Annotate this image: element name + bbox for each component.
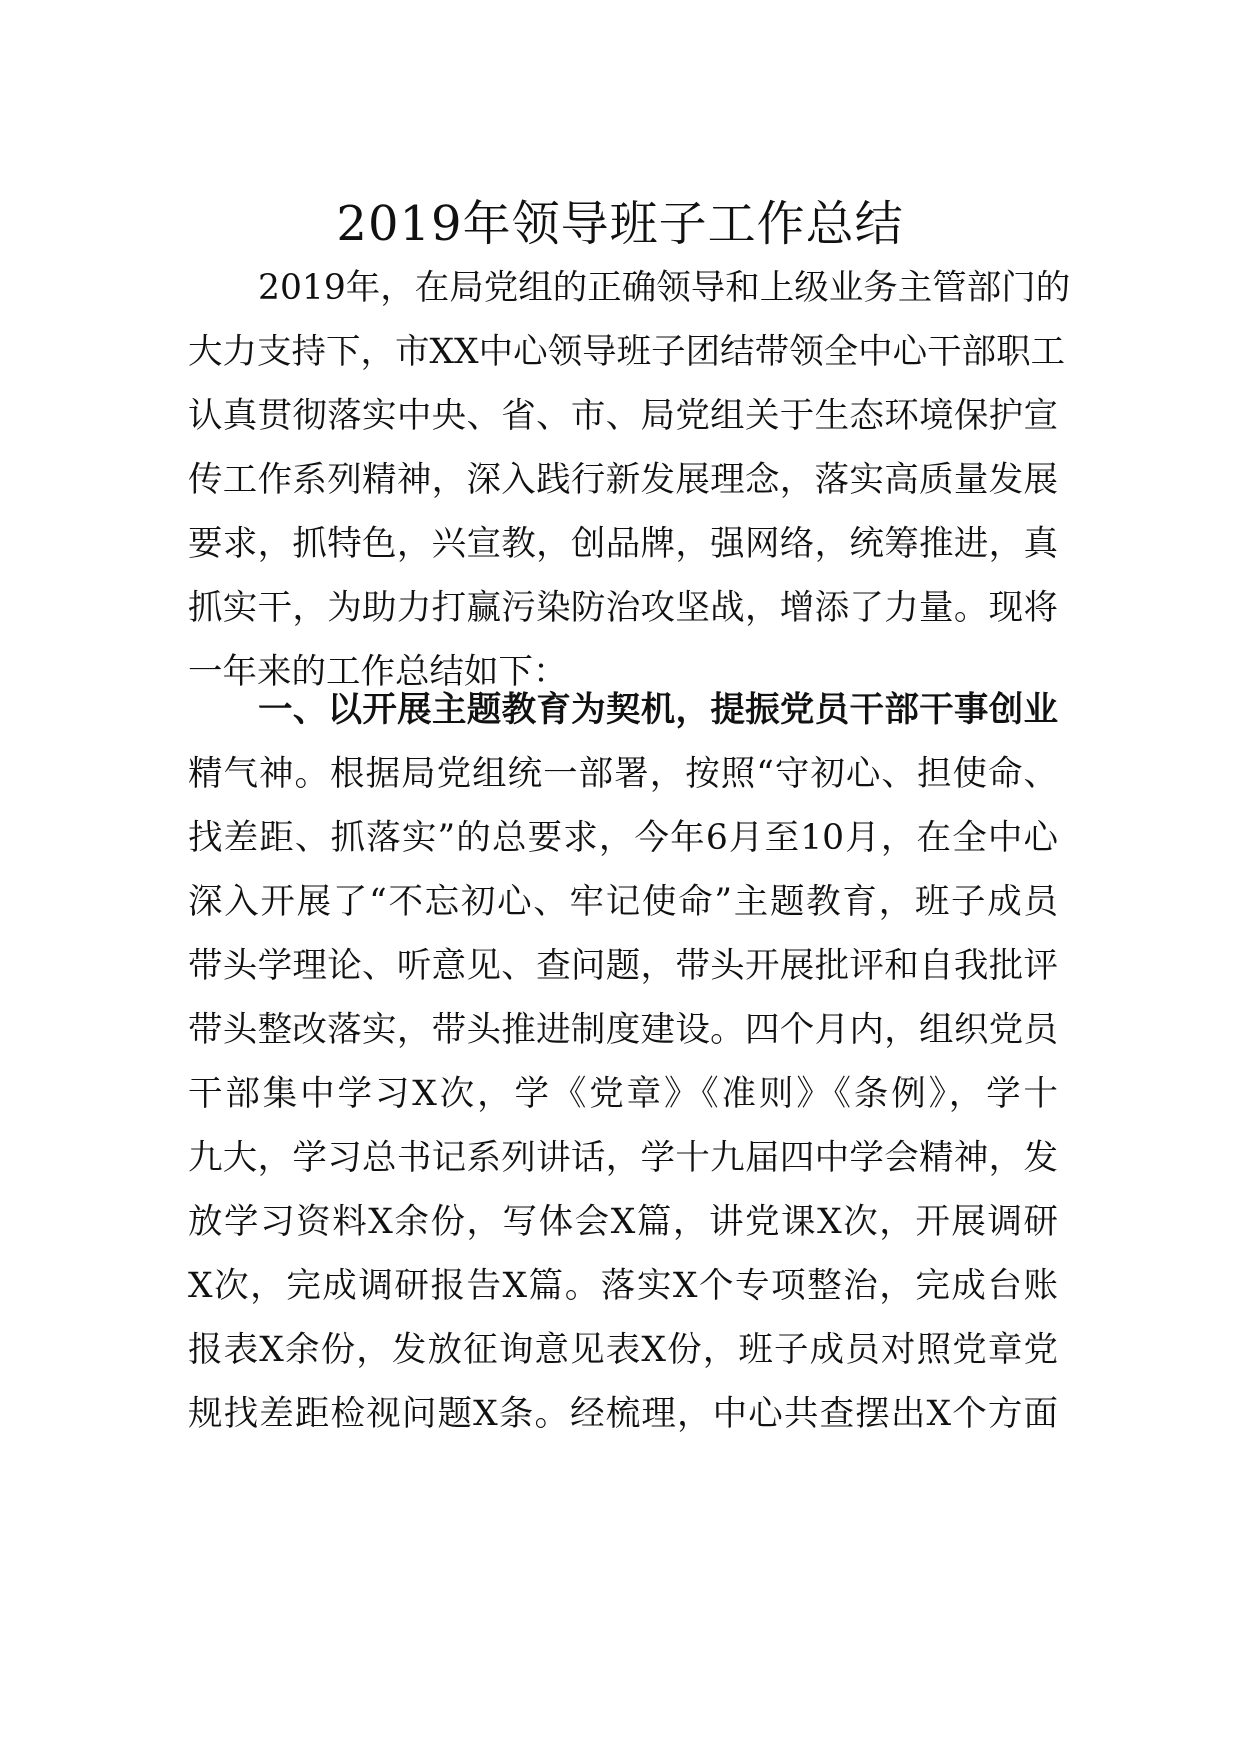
paragraph-line: 九大，学习总书记系列讲话，学十九届四中学会精神，发: [188, 1138, 1058, 1178]
paragraph-section-1: [188, 678, 1058, 1446]
paragraph-line: 要求，抓特色，兴宣教，创品牌，强网络，统筹推进，真: [188, 524, 1058, 564]
paragraph-line: 一年来的工作总结如下：: [188, 652, 568, 692]
paragraph-line: 规找差距检视问题X条。经梳理，中心共查摆出X个方面: [188, 1394, 1058, 1434]
paragraph-line: 大力支持下，市XX中心领导班子团结带领全中心干部职工: [188, 332, 1066, 372]
paragraph-line: 带头整改落实，带头推进制度建设。四个月内，组织党员: [188, 1010, 1058, 1050]
paragraph-line: 报表X余份，发放征询意见表X份，班子成员对照党章党: [188, 1330, 1058, 1370]
paragraph-line: 放学习资料X余份，写体会X篇，讲党课X次，开展调研: [188, 1202, 1058, 1242]
paragraph-line: 2019年，在局党组的正确领导和上级业务主管部门的: [258, 268, 1071, 308]
paragraph-line: 干部集中学习X次，学《党章》《准则》《条例》，学十: [188, 1074, 1058, 1114]
section-heading: 一、以开展主题教育为契机，提振党员干部干事创业: [258, 690, 1058, 730]
paragraph-line: 抓实干，为助力打赢污染防治攻坚战，增添了力量。现将: [188, 588, 1058, 628]
paragraph-line: 深入开展了“不忘初心、牢记使命”主题教育，班子成员: [188, 882, 1058, 922]
paragraph-line: 带头学理论、听意见、查问题，带头开展批评和自我批评: [188, 946, 1058, 986]
paragraph-line: 传工作系列精神，深入践行新发展理念，落实高质量发展: [188, 460, 1058, 500]
paragraph-line: 精气神。根据局党组统一部署，按照“守初心、担使命、: [188, 754, 1058, 794]
document-title: 2019年领导班子工作总结: [336, 196, 904, 252]
paragraph-line: 认真贯彻落实中央、省、市、局党组关于生态环境保护宣: [188, 396, 1058, 436]
paragraph-line: 找差距、抓落实”的总要求，今年6月至10月，在全中心: [188, 818, 1058, 858]
paragraph-intro: [188, 256, 1071, 704]
paragraph-line: X次，完成调研报告X篇。落实X个专项整治，完成台账: [188, 1266, 1058, 1306]
